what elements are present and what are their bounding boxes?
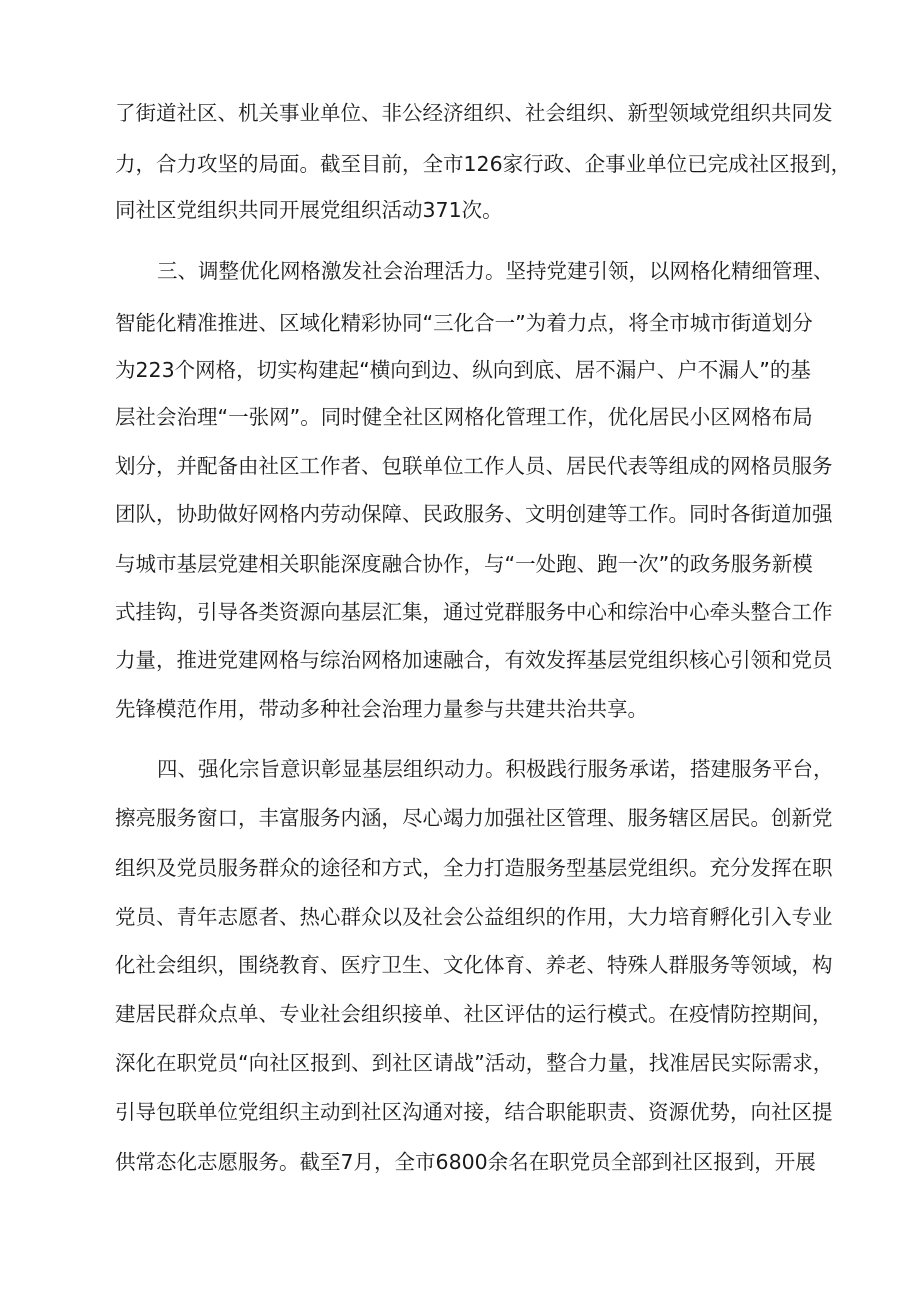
paragraph-line: 式挂钩，引导各类资源向基层汇集，通过党群服务中心和综治中心牵头整合工作 (115, 600, 833, 624)
paragraph-line: 组织及党员服务群众的途径和方式，全力打造服务型基层党组织。充分发挥在职 (115, 856, 833, 880)
paragraph-line: 与城市基层党建相关职能深度融合协作，与“一处跑、跑一次”的政务服务新模 (115, 552, 813, 576)
paragraph-line: 化社会组织，围绕教育、医疗卫生、文化体育、养老、特殊人群服务等领域，构 (115, 953, 833, 977)
paragraph-line: 智能化精准推进、区域化精彩协同“三化合一”为着力点，将全市城市街道划分 (115, 311, 813, 335)
paragraph-line: 层社会治理“一张网”。同时健全社区网格化管理工作，优化居民小区网格布局 (115, 405, 813, 429)
paragraph-line: 引导包联单位党组织主动到社区沟通对接，结合职能职责、资源优势，向社区提 (115, 1100, 833, 1124)
paragraph-line: 同社区党组织共同开展党组织活动371次。 (115, 198, 503, 222)
paragraph-line: 划分，并配备由社区工作者、包联单位工作人员、居民代表等组成的网格员服务 (115, 454, 833, 478)
paragraph-line: 党员、青年志愿者、热心群众以及社会公益组织的作用，大力培育孵化引入专业 (115, 905, 833, 929)
paragraph-line: 供常态化志愿服务。截至7月，全市6800余名在职党员全部到社区报到，开展 (115, 1150, 816, 1174)
paragraph-line: 深化在职党员“向社区报到、到社区请战”活动，整合力量，找准居民实际需求， (115, 1051, 834, 1075)
paragraph-line: 力量，推进党建网格与综治网格加速融合，有效发挥基层党组织核心引领和党员 (115, 648, 833, 672)
paragraph-line: 了街道社区、机关事业单位、非公经济组织、社会组织、新型领域党组织共同发 (115, 101, 833, 125)
paragraph-line: 擦亮服务窗口，丰富服务内涵，尽心竭力加强社区管理、服务辖区居民。创新党 (115, 806, 833, 830)
paragraph-line: 建居民群众点单、专业社会组织接单、社区评估的运行模式。在疫情防控期间， (115, 1002, 833, 1026)
paragraph-line: 先锋模范作用，带动多种社会治理力量参与共建共治共享。 (115, 697, 648, 721)
paragraph-line: 力，合力攻坚的局面。截至目前，全市126家行政、企事业单位已完成社区报到， (115, 152, 852, 176)
paragraph-line: 为223个网格，切实构建起“横向到边、纵向到底、居不漏户、户不漏人”的基 (115, 358, 811, 382)
paragraph-first-line: 四、强化宗旨意识彰显基层组织动力。积极践行服务承诺，搭建服务平台， (157, 757, 834, 781)
paragraph-first-line: 三、调整优化网格激发社会治理活力。坚持党建引领，以网格化精细管理、 (157, 259, 834, 283)
paragraph-line: 团队，协助做好网格内劳动保障、民政服务、文明创建等工作。同时各街道加强 (115, 502, 833, 526)
